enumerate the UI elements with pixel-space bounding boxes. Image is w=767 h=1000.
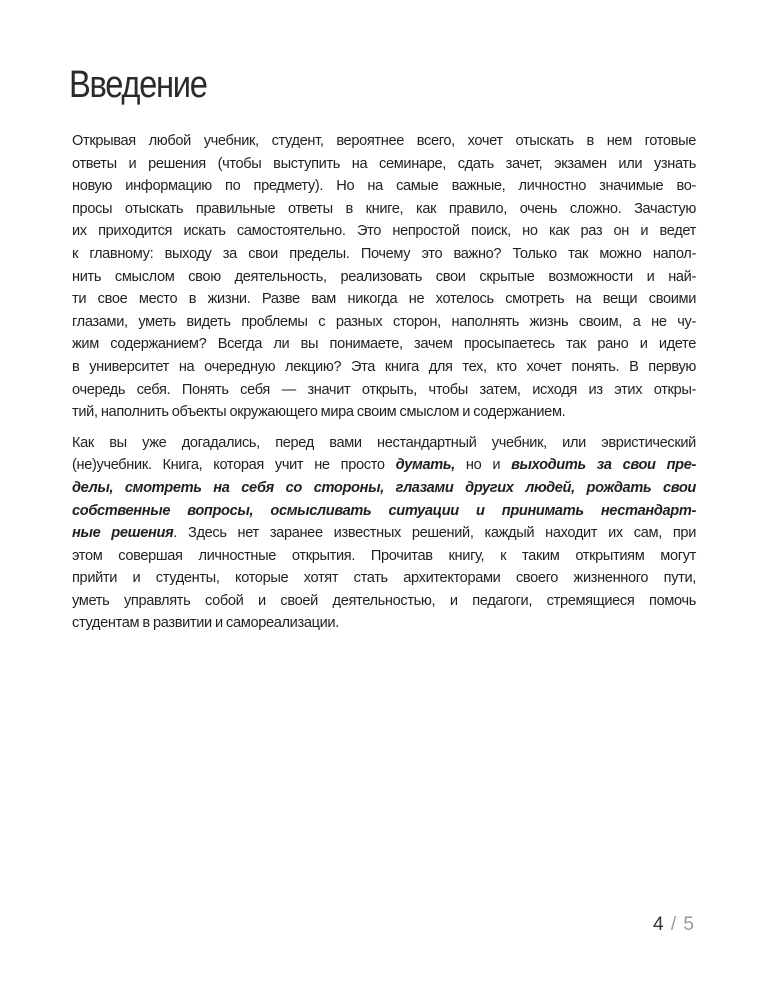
text-line — [72, 379, 696, 402]
text-segment: их приходится искать самостоятельно. Это непростой поиск, но как раз он и ведет — [72, 223, 696, 240]
text-segment: очередь себя. Понять себя — значит открыть, чтобы затем, исходя из этих откры- — [72, 381, 696, 398]
paragraph — [72, 432, 696, 635]
text-line — [72, 500, 696, 523]
emphasized-text: думать, — [395, 457, 455, 474]
text-segment: нить смыслом свою деятельность, реализовать свои скрытые возможности и най- — [72, 268, 696, 285]
text-line — [72, 266, 696, 289]
text-segment: . Здесь нет заранее известных решений, каждый находит их сам, при — [173, 525, 696, 542]
emphasized-text: ные решения — [72, 525, 174, 542]
text-line — [72, 333, 696, 356]
text-segment: уметь управлять собой и своей деятельностью, и педагоги, стремящиеся помочь — [72, 592, 696, 609]
emphasized-text: собственные вопросы, осмысливать ситуации и принимать нестандарт- — [72, 502, 696, 519]
text-line — [72, 153, 696, 176]
text-line — [72, 454, 696, 477]
text-segment: в университет на очередную лекцию? Эта книга для тех, кто хочет понять. В первую — [72, 358, 696, 375]
text-segment: но и — [454, 457, 512, 474]
document-body — [72, 130, 696, 643]
text-line — [72, 311, 696, 334]
text-segment: Открывая любой учебник, студент, вероятнее всего, хочет отыскать в нем готовые — [72, 133, 696, 149]
current-page: 4 — [653, 914, 665, 935]
text-segment: глазами, уметь видеть проблемы с разных сторон, наполнять жизнь своим, а не чу- — [72, 313, 696, 330]
emphasized-text: делы, смотреть на себя со стороны, глазами других людей, рождать свои — [72, 479, 696, 496]
text-segment: (не)учебник. Книга, которая учит не просто — [72, 457, 396, 474]
text-line — [72, 567, 696, 590]
text-line — [72, 198, 696, 221]
text-line — [72, 175, 696, 198]
page-number — [653, 914, 695, 936]
text-line — [72, 288, 696, 311]
text-line — [72, 612, 696, 635]
text-line — [72, 590, 696, 613]
text-segment: жим содержанием? Всегда ли вы понимаете, зачем просыпаетесь так рано и идете — [72, 336, 696, 353]
text-segment: просы отыскать правильные ответы в книге, как правило, очень сложно. Зачастую — [72, 200, 696, 217]
text-line — [72, 220, 696, 243]
text-segment: к главному: выходу за свои пределы. Почему это важно? Только так можно напол- — [72, 245, 696, 262]
text-line — [72, 477, 696, 500]
text-segment: этом совершая личностные открытия. Прочитав книгу, к таким открытиям могут — [72, 547, 696, 564]
text-line — [72, 522, 696, 545]
text-line — [72, 356, 696, 379]
text-line — [72, 432, 696, 455]
page-separator: / — [670, 914, 678, 935]
text-segment: студентам в развитии и самореализации. — [72, 615, 339, 632]
text-segment: прийти и студенты, которые хотят стать архитекторами своего жизненного пути, — [72, 570, 696, 587]
total-pages: 5 — [683, 914, 695, 935]
text-segment: ти свое место в жизни. Разве вам никогда не хотелось смотреть на вещи своими — [72, 291, 696, 308]
text-line — [72, 401, 696, 424]
emphasized-text: выходить за свои пре- — [511, 457, 696, 474]
text-line — [72, 545, 696, 568]
page-title: Введение — [69, 64, 207, 106]
text-segment: новую информацию по предмету). Но на самые важные, личностно значимые во- — [72, 178, 696, 195]
text-segment: ответы и решения (чтобы выступить на семинаре, сдать зачет, экзамен или узнать — [72, 155, 696, 172]
paragraph — [72, 130, 696, 424]
text-segment: Как вы уже догадались, перед вами нестандартный учебник, или эвристический — [72, 434, 696, 451]
text-segment: тий, наполнить объекты окружающего мира своим смыслом и содержанием. — [72, 404, 566, 421]
text-line — [72, 243, 696, 266]
text-line — [72, 130, 696, 153]
